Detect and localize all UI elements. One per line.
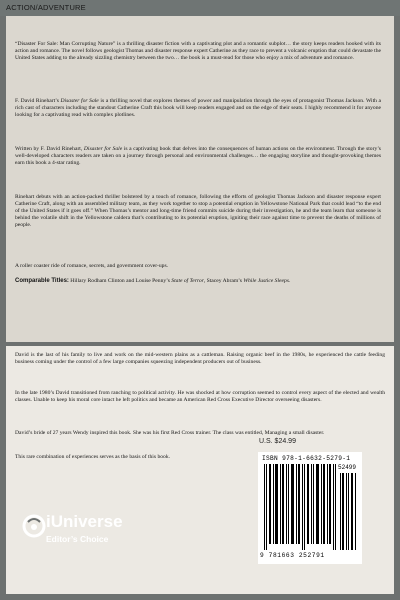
review-paragraph-4: Rinehart debuts with an action-packed thriller bolstered by a touch of romance, following the efforts of geologist Thomas Jackson and disaster response expert Catherine Craft, along with an assembled military team, as they work together to stop a potential eruption in Yellowstone National Park that could lead “to the end of the United States if it goes off.” When Thomas’s mentor and long-time friend commits suicide during their investigation, he and the team learn that someone is behind the volatile shift in the Yellowstone caldera that’s contributing to its potential eruption, igniting their race against time to prevent the deaths of millions of people. xyxy=(15,194,381,228)
review3-title: Disaster for Sale xyxy=(83,146,123,152)
review2-title: Disaster for Sale xyxy=(60,98,99,104)
price-label: U.S. $24.99 xyxy=(259,438,296,445)
bio-paragraph-4: This rare combination of experiences serves as the basis of this book. xyxy=(15,454,171,460)
bio-paragraph-1: David is the last of his family to live and work on the mid-western plains as a cattleman. Raising organic beef in the 1980s, he experienced the cattle feeding business coming under the control of a few large companies squeezing independent producers out of business. xyxy=(15,352,385,365)
comparable-titles-label: Comparable Titles: xyxy=(15,278,69,284)
reviews-panel xyxy=(6,16,394,342)
review-paragraph-3 xyxy=(15,146,381,167)
ean-number: 9 781663 252791 xyxy=(260,552,325,559)
review2-text-c: is a thrilling novel that explores themes of power and manipulation through the eyes of protagonist Thomas Jackson. With a rich cast of characters including the standout Catherine Craft this book will keep readers engaged and on the edge of their seats. I highly recommend it for anyone looking for a captivating read with complex plotlines. xyxy=(15,98,381,118)
publisher-tagline: Editor’s Choice xyxy=(46,534,109,544)
comparable-text-e: . xyxy=(288,278,291,284)
isbn-text: ISBN 978-1-6632-5279-1 xyxy=(262,455,351,462)
comparable-text-a: Hillary Rodham Clinton and Louise Penny’s xyxy=(68,278,172,284)
bio-paragraph-2: In the late 1980’s David transitioned from ranching to political activity. He was shocked at how corruption seemed to control every aspect of the elected and wealth classes. Unable to keep his moral core intact he left politics and became an American Red Cross Executive Director overseeing disasters. xyxy=(15,390,385,403)
genre-label: ACTION/ADVENTURE xyxy=(6,3,86,12)
comparable-text-c: , Stacey Abram’s xyxy=(203,278,244,284)
review-paragraph-2 xyxy=(15,98,381,119)
review-paragraph-1: “Disaster For Sale: Man Corrupting Nature” is a thrilling disaster fiction with a captivating plot and a romantic subplot… the story keeps readers hooked with its action and romance. The novel follows geologist Thomas and disaster response expert Catherine as they race to prevent a volcanic eruption that could devastate the United States adding to the already sizzling chemistry between the two… the book is a must-read for those who enjoy a mix of adventure and romance. xyxy=(15,41,381,61)
ean-addon-text: 52499 xyxy=(338,464,357,471)
review3-text-c: is a captivating book that delves into the consequences of human actions on the environment. Through the story’s well-developed characters readers are taken on a journey through personal and environmental challenges… the engaging storyline and thought-provoking themes earn this book a 4-star rating. xyxy=(15,146,381,166)
review-paragraph-5: A roller coaster ride of romance, secrets, and government cover-ups. xyxy=(15,263,169,269)
barcode-bars xyxy=(262,464,358,550)
comparable-title-1: State of Terror xyxy=(171,278,204,284)
iuniverse-swirl-icon xyxy=(22,512,46,542)
review2-text-a: F. David Rinehart’s xyxy=(15,98,61,104)
comparable-titles xyxy=(15,278,381,285)
comparable-title-2: While Justice Sleeps xyxy=(243,278,289,284)
publisher-name: iUniverse xyxy=(46,512,123,531)
barcode xyxy=(258,452,362,564)
bio-paragraph-3: David’s bride of 27 years Wendy inspired this book. She was his first Red Cross trainer. The class was entitled, Managing a small disaster. xyxy=(15,430,325,436)
review3-text-a: Written by F. David Rinehart, xyxy=(15,146,84,152)
